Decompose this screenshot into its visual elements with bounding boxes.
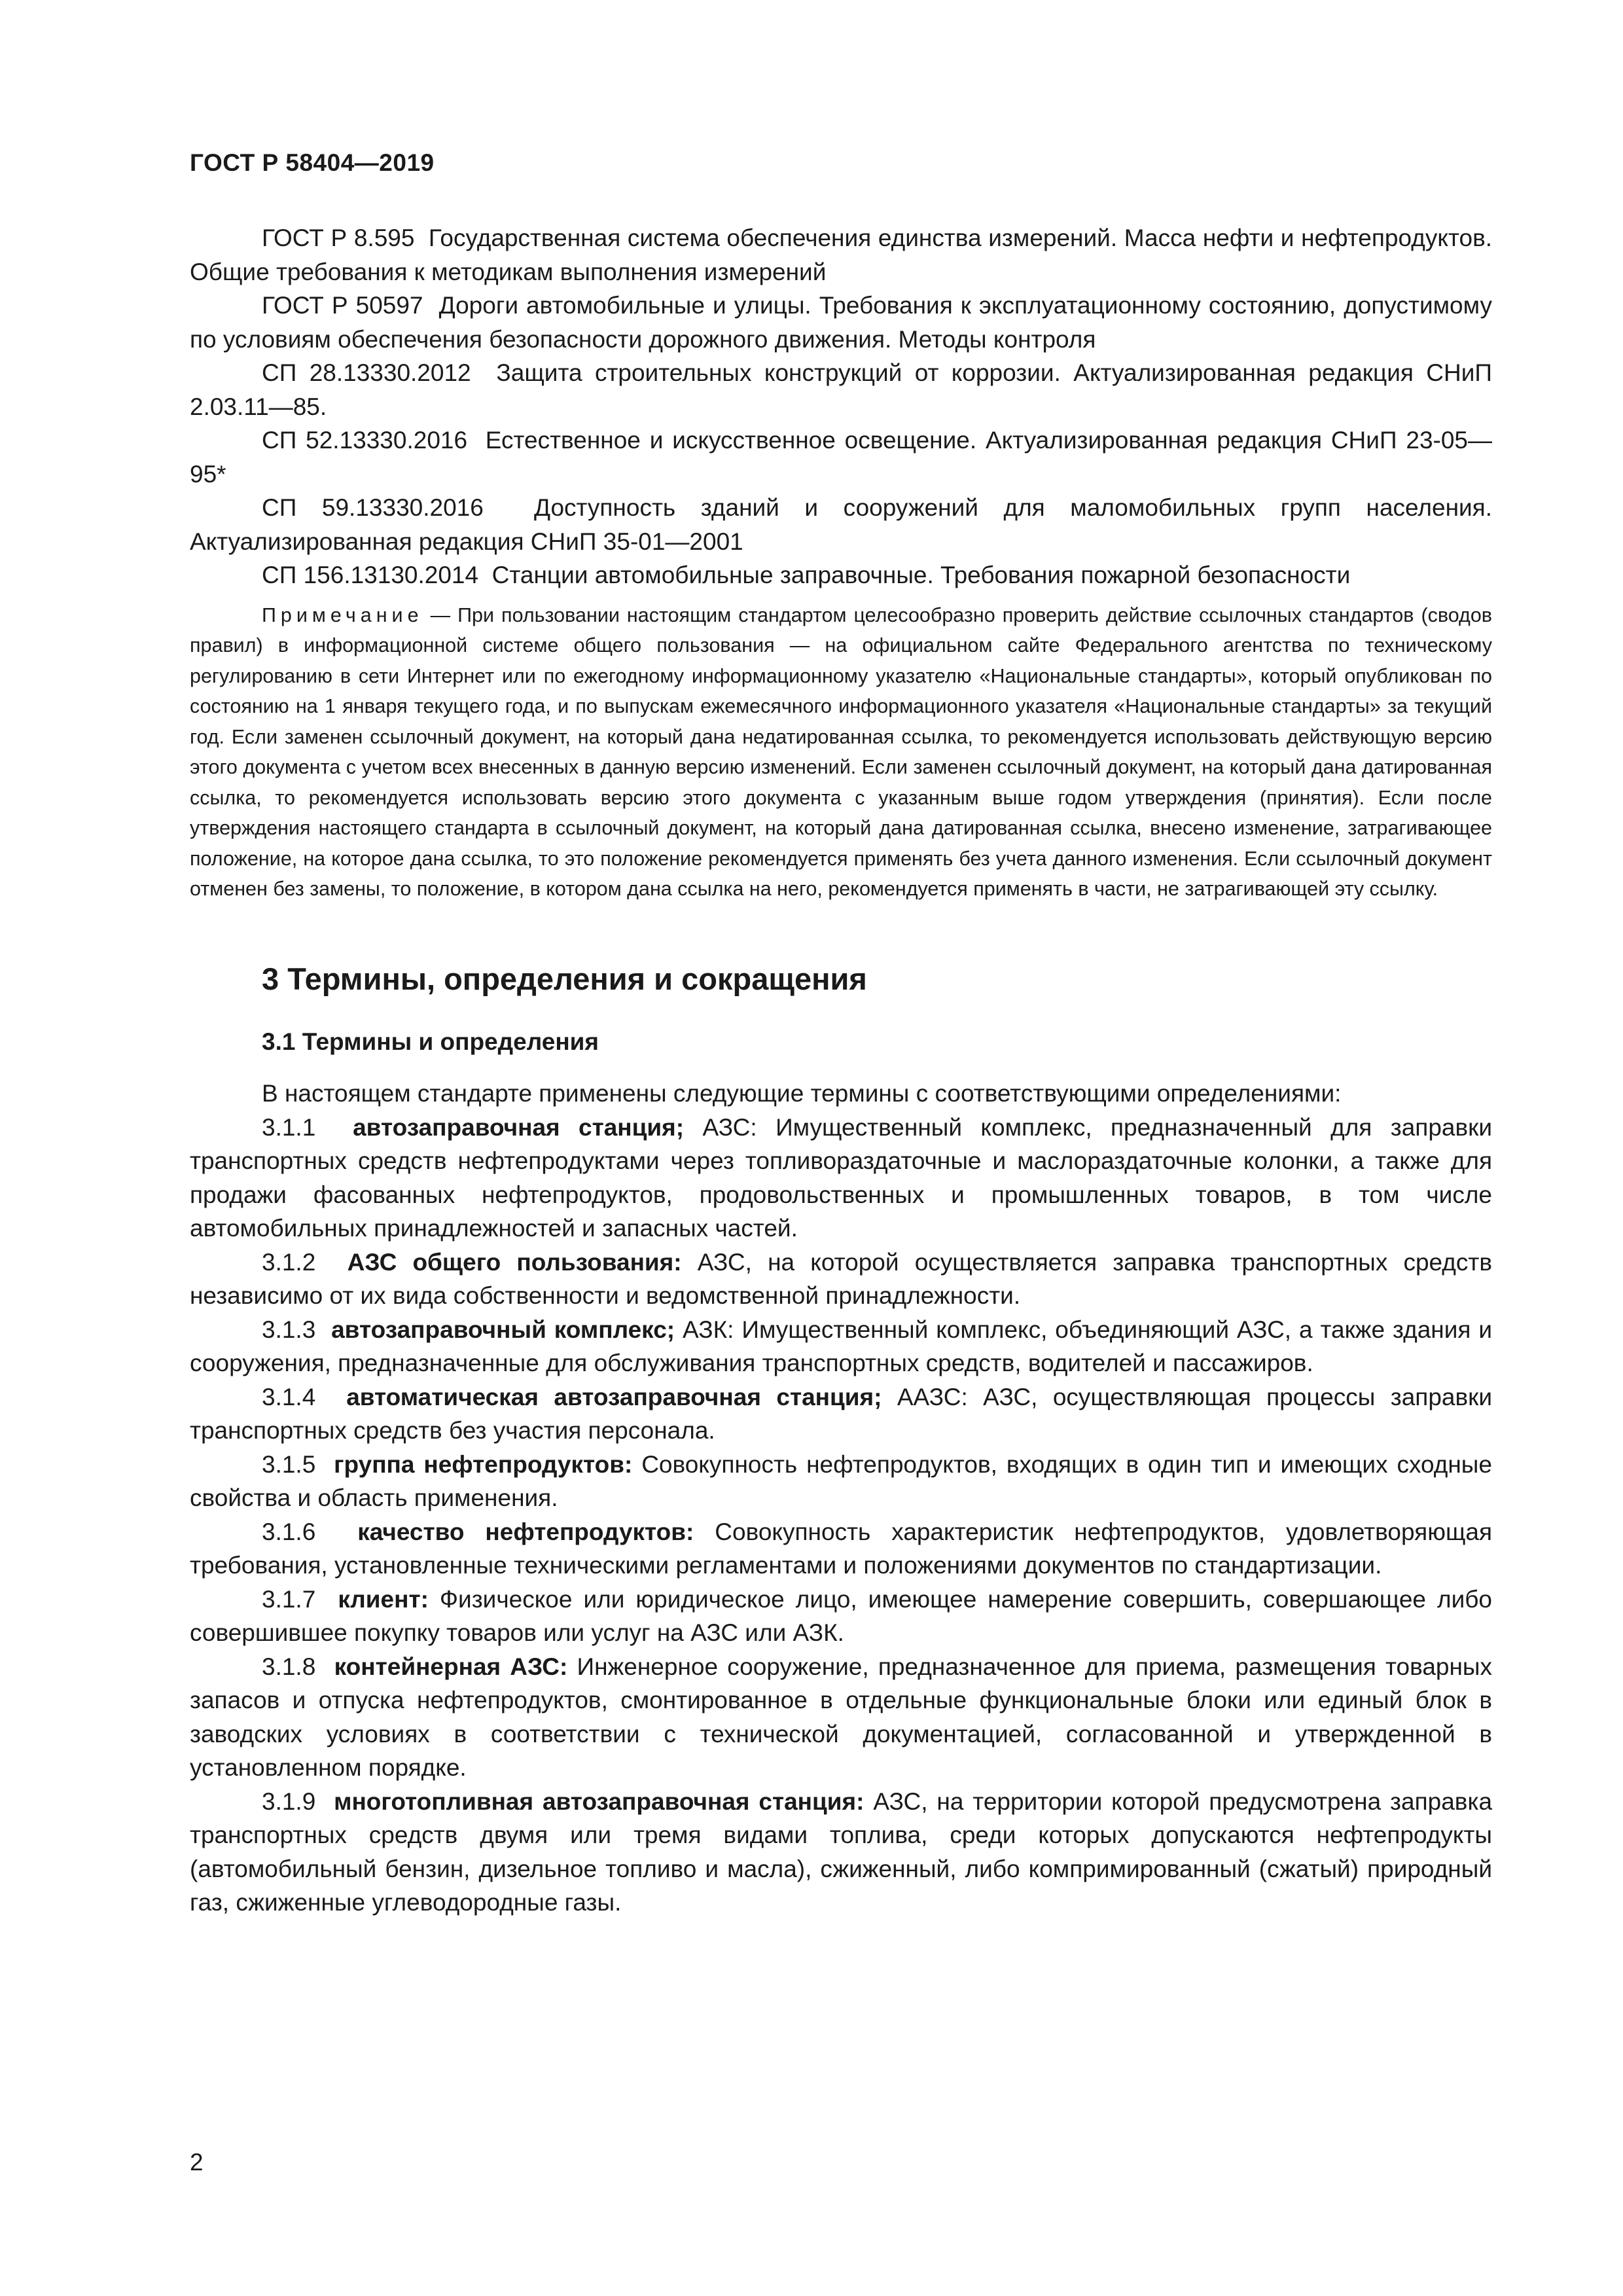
reference-code: СП 59.13330.2016	[262, 494, 484, 521]
term-definition: АЗС, на которой осуществляется заправка транспортных средств независимо от их вида собственности и ведомственной принадлежности.	[190, 1248, 1492, 1309]
term-entry	[190, 1785, 1492, 1920]
term-definition: АЗС, на территории которой предусмотрена заправка транспортных средств двумя или тремя видами топлива, среди которых допускаются нефтепродукты (автомобильный бензин, дизельное топливо и масла), сжиженный, либо компримированный (сжатый) природный газ, сжиженные углеводородные газы.	[190, 1787, 1493, 1916]
reference-text: Естественное и искусственное освещение. Актуализированная редакция СНиП 23-05—95*	[190, 427, 1492, 488]
term-name: автозаправочный комплекс;	[331, 1316, 675, 1343]
term-entry	[190, 1313, 1492, 1380]
note-label: Примечание	[262, 603, 423, 626]
reference-item	[190, 558, 1492, 592]
term-entry	[190, 1246, 1492, 1313]
term-name: группа нефтепродуктов:	[334, 1450, 633, 1478]
term-name: контейнерная АЗС:	[334, 1653, 568, 1680]
term-definition: Совокупность нефтепродуктов, входящих в один тип и имеющих сходные свойства и область применения.	[190, 1450, 1492, 1511]
term-entry	[190, 1111, 1492, 1246]
term-number: 3.1.7	[262, 1585, 316, 1613]
term-entry	[190, 1380, 1492, 1448]
term-name: качество нефтепродуктов:	[357, 1518, 694, 1545]
term-entry	[190, 1515, 1492, 1583]
page-number: 2	[190, 2149, 204, 2176]
subsection-title: 3.1 Термины и определения	[262, 1028, 599, 1055]
note-text: — При пользовании настоящим стандартом целесообразно проверить действие ссылочных стандартов (сводов правил) в информационной системе общего пользования — на официальном сайте Федерального агентства по техническому регулированию в сети Интернет или по ежегодному информационному указателю «Национальные стандарты», который опубликован по состоянию на 1 января текущего года, и по выпускам ежемесячного информационного указателя «Национальные стандарты» за текущий год. Если заменен ссылочный документ, на который дана недатированная ссылка, то рекомендуется использовать действующую версию этого документа с учетом всех внесенных в данную версию изменений. Если заменен ссылочный документ, на который дана датированная ссылка, то рекомендуется использовать версию этого документа с указанным выше годом утверждения (принятия). Если после утверждения настоящего стандарта в ссылочный документ, на который дана датированная ссылка, внесено изменение, затрагивающее положение, на которое дана ссылка, то это положение рекомендуется применять без учета данного изменения. Если ссылочный документ отменен без замены, то положение, в котором дана ссылка на него, рекомендуется применять в части, не затрагивающей эту ссылку.	[190, 603, 1492, 900]
term-number: 3.1.3	[262, 1316, 316, 1343]
term-definition: АЗС: Имущественный комплекс, предназначенный для заправки транспортных средств нефтепродуктами через топливораздаточные и маслораздаточные колонки, а также для продажи фасованных нефтепродуктов, продовольственных и промышленных товаров, в том числе автомобильных принадлежностей и запасных частей.	[190, 1113, 1492, 1242]
term-entry	[190, 1583, 1492, 1650]
reference-item	[190, 356, 1492, 423]
reference-item	[190, 221, 1492, 289]
reference-item	[190, 491, 1492, 558]
term-name: автоматическая автозаправочная станция;	[346, 1383, 882, 1410]
note-paragraph	[190, 600, 1492, 905]
reference-text: Станции автомобильные заправочные. Требования пожарной безопасности	[491, 562, 1351, 588]
term-number: 3.1.9	[262, 1787, 316, 1815]
term-name: клиент:	[338, 1585, 429, 1613]
reference-text: Доступность зданий и сооружений для маломобильных групп населения. Актуализированная редакция СНиП 35-01—2001	[190, 494, 1492, 555]
term-name: автозаправочная станция;	[353, 1113, 685, 1141]
term-name: АЗС общего пользования:	[347, 1248, 682, 1276]
term-definition: АЗК: Имущественный комплекс, объединяющий АЗС, а также здания и сооружения, предназначенные для обслуживания транспортных средств, водителей и пассажиров.	[190, 1316, 1493, 1376]
term-number: 3.1.6	[262, 1518, 316, 1545]
term-number: 3.1.8	[262, 1653, 316, 1680]
term-entry	[190, 1650, 1492, 1785]
term-number: 3.1.5	[262, 1450, 316, 1478]
section-intro: В настоящем стандарте применены следующие термины с соответствующими определениями:	[262, 1080, 1342, 1107]
term-entry	[190, 1448, 1492, 1515]
term-number: 3.1.4	[262, 1383, 316, 1410]
reference-text: Государственная система обеспечения единства измерений. Масса нефти и нефтепродуктов. Общие требования к методикам выполнения измерений	[190, 224, 1492, 285]
section-title: 3 Термины, определения и сокращения	[262, 961, 867, 996]
term-number: 3.1.1	[262, 1113, 316, 1141]
reference-code: СП 156.13130.2014	[262, 562, 479, 588]
term-definition: ААЗС: АЗС, осуществляющая процессы заправки транспортных средств без участия персонала.	[190, 1383, 1492, 1444]
term-definition: Совокупность характеристик нефтепродуктов, удовлетворяющая требования, установленные техническими регламентами и положениями документов по стандартизации.	[190, 1518, 1493, 1579]
reference-text: Защита строительных конструкций от коррозии. Актуализированная редакция СНиП 2.03.11—85.	[190, 359, 1492, 420]
reference-text: Дороги автомобильные и улицы. Требования к эксплуатационному состоянию, допустимому по условиям обеспечения безопасности дорожного движения. Методы контроля	[190, 292, 1492, 353]
reference-item	[190, 289, 1492, 356]
reference-code: ГОСТ Р 8.595	[262, 224, 415, 251]
term-name: многотопливная автозаправочная станция:	[334, 1787, 865, 1815]
reference-item	[190, 423, 1492, 491]
term-number: 3.1.2	[262, 1248, 316, 1276]
term-definition: Инженерное сооружение, предназначенное для приема, размещения товарных запасов и отпуска нефтепродуктов, смонтированное в отдельные функциональные блоки или единый блок в заводских условиях в соответствии с технической документацией, согласованной и утвержденной в установленном порядке.	[190, 1653, 1493, 1781]
reference-code: ГОСТ Р 50597	[262, 292, 423, 319]
reference-code: СП 52.13330.2016	[262, 427, 468, 454]
document-body	[190, 221, 1492, 1920]
term-definition: Физическое или юридическое лицо, имеющее намерение совершить, совершающее либо совершившее покупку товаров или услуг на АЗС или АЗК.	[190, 1585, 1493, 1646]
document-header: ГОСТ Р 58404—2019	[190, 149, 435, 176]
reference-code: СП 28.13330.2012	[262, 359, 471, 386]
